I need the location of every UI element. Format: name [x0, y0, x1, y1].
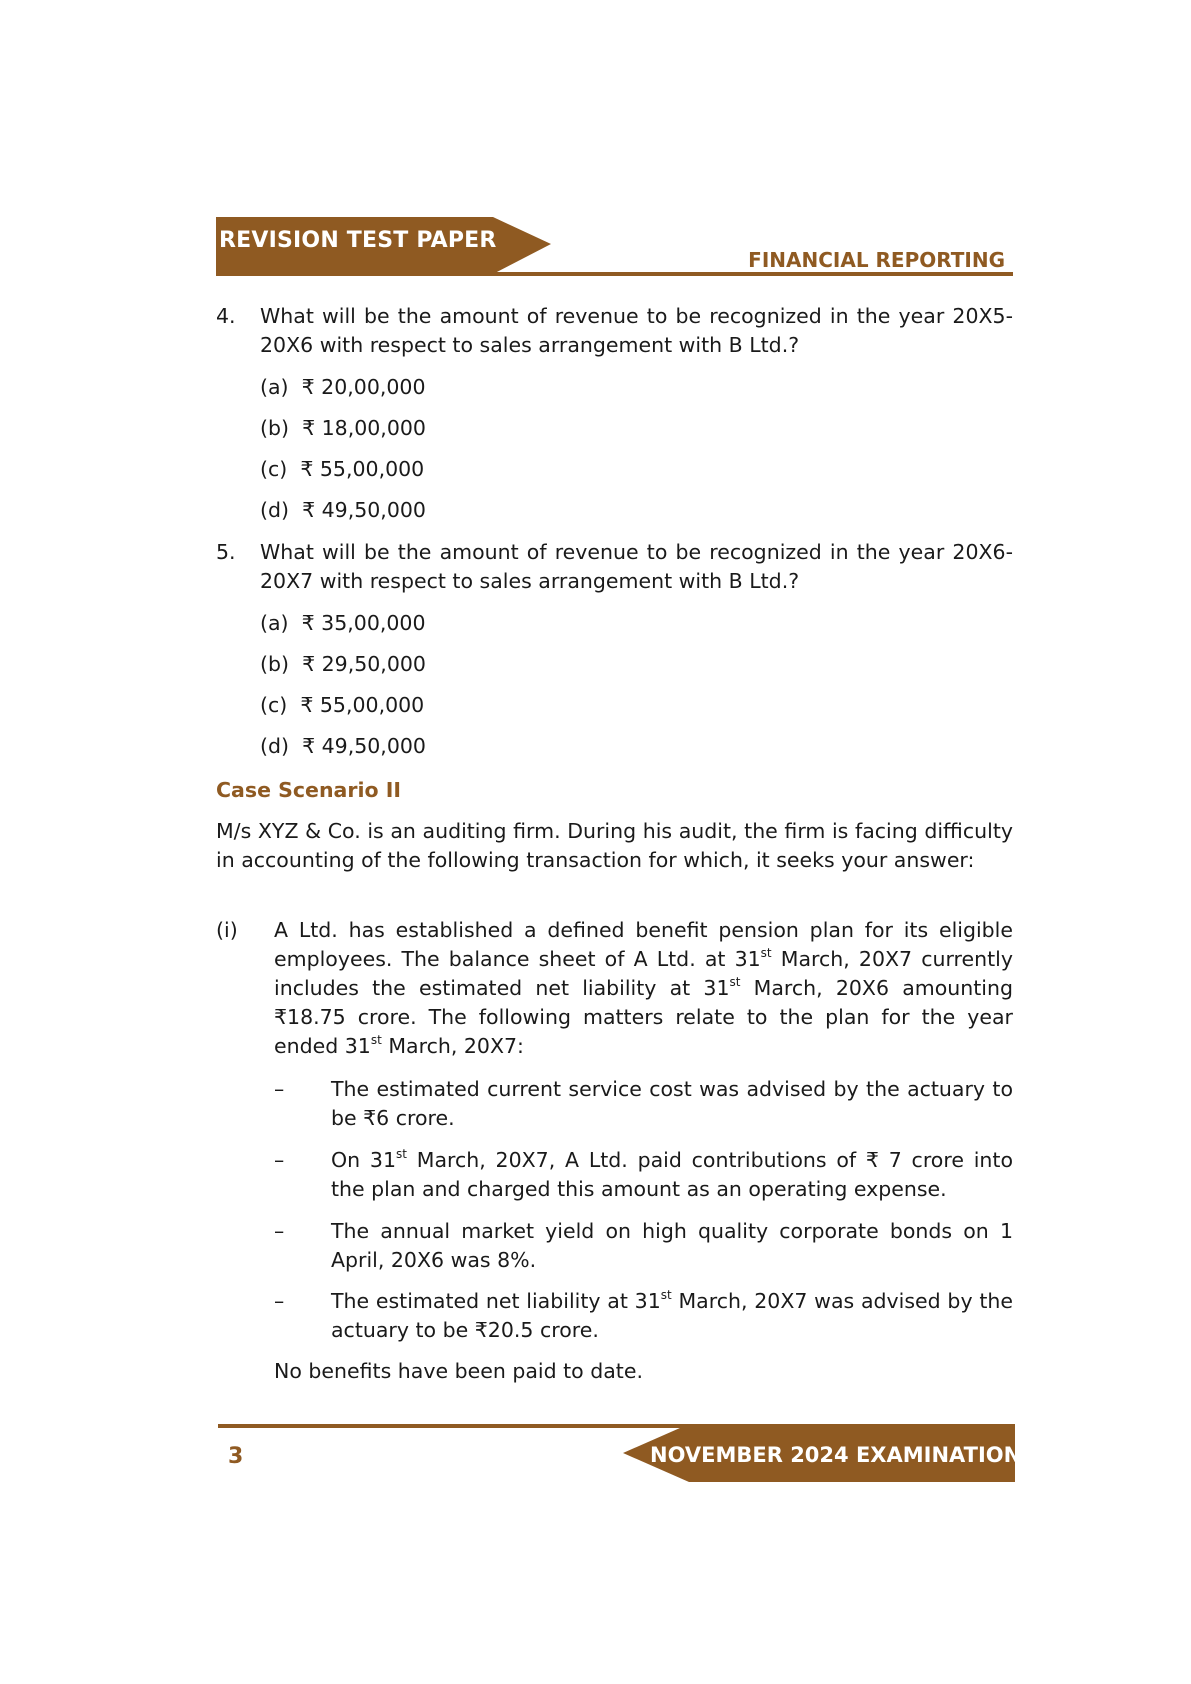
bullet-dash: – [274, 1077, 285, 1101]
case-intro: M/s XYZ & Co. is an auditing firm. During his audit, the firm is facing difficulty in accounting of the following transaction for which, it seeks your answer: [216, 819, 1013, 872]
option-value: ₹ 29,50,000 [302, 652, 426, 676]
bullet-text-part: On 31 [331, 1148, 396, 1172]
ordinal-suffix: st [760, 946, 772, 960]
bullet-1-text: The estimated current service cost was advised by the actuary to be ₹6 crore. [331, 1077, 1013, 1130]
option-label: (d) [260, 734, 290, 758]
question-4-option-b [260, 416, 426, 440]
question-5-option-b [260, 652, 426, 676]
option-label: (d) [260, 498, 290, 522]
question-4-number: 4. [216, 304, 236, 328]
ordinal-suffix: st [729, 975, 741, 989]
bullet-3-text: The annual market yield on high quality corporate bonds on 1 April, 20X6 was 8%. [331, 1219, 1013, 1272]
question-5-option-c [260, 693, 424, 717]
bullet-dash: – [274, 1289, 285, 1313]
ordinal-suffix: st [370, 1033, 382, 1047]
question-4-text: What will be the amount of revenue to be recognized in the year 20X5-20X6 with respect to sales arrangement with B Ltd.? [260, 304, 1013, 357]
case-closing: No benefits have been paid to date. [274, 1359, 643, 1383]
question-5-option-a [260, 611, 426, 635]
option-label: (c) [260, 457, 288, 481]
page-number: 3 [228, 1444, 244, 1469]
bullet-text-part: March, 20X7, A Ltd. paid contributions of ₹ 7 crore into the plan and charged this amount as an operating expense. [331, 1148, 1013, 1201]
bullet-text-part: The estimated net liability at 31 [331, 1289, 661, 1313]
bullet-dash: – [274, 1219, 285, 1243]
option-value: ₹ 49,50,000 [302, 734, 426, 758]
case-scenario-title: Case Scenario II [216, 778, 401, 802]
question-5-number: 5. [216, 540, 236, 564]
question-4-option-a [260, 375, 426, 399]
header-left-title: REVISION TEST PAPER [219, 228, 497, 253]
bullet-2-text [331, 1146, 1013, 1204]
case-item-text-part: March, 20X7 currently includes the estimated net liability at 31 [274, 947, 1013, 1000]
question-4-option-d [260, 498, 426, 522]
option-label: (b) [260, 416, 290, 440]
option-label: (a) [260, 611, 289, 635]
case-item-text-part: March, 20X7: [381, 1034, 524, 1058]
header-right-title: FINANCIAL REPORTING [748, 248, 1005, 272]
bullet-4-text [331, 1287, 1013, 1345]
question-5-option-d [260, 734, 426, 758]
question-4-option-c [260, 457, 424, 481]
option-label: (a) [260, 375, 289, 399]
option-value: ₹ 18,00,000 [302, 416, 426, 440]
option-value: ₹ 20,00,000 [301, 375, 426, 399]
case-item-label: (i) [216, 918, 238, 942]
case-item-text-part: March, 20X6 amounting ₹18.75 crore. The following matters relate to the plan for the year ended 31 [274, 976, 1014, 1058]
bullet-dash: – [274, 1148, 285, 1172]
ordinal-suffix: st [396, 1147, 407, 1161]
case-item-text-part: A Ltd. has established a defined benefit pension plan for its eligible employees. The balance sheet of A Ltd. at 31 [274, 918, 1013, 971]
case-item-text [274, 916, 1013, 1061]
option-label: (c) [260, 693, 288, 717]
question-5-text: What will be the amount of revenue to be recognized in the year 20X6-20X7 with respect to sales arrangement with B Ltd.? [260, 540, 1013, 593]
option-value: ₹ 49,50,000 [302, 498, 426, 522]
option-value: ₹ 35,00,000 [301, 611, 426, 635]
footer-exam-title: NOVEMBER 2024 EXAMINATION [650, 1443, 1022, 1467]
ordinal-suffix: st [660, 1288, 672, 1302]
option-label: (b) [260, 652, 290, 676]
bullet-text-part: March, 20X7 was advised by the actuary to be ₹20.5 crore. [331, 1289, 1013, 1342]
header-rule [216, 272, 1013, 276]
option-value: ₹ 55,00,000 [300, 693, 425, 717]
option-value: ₹ 55,00,000 [300, 457, 425, 481]
